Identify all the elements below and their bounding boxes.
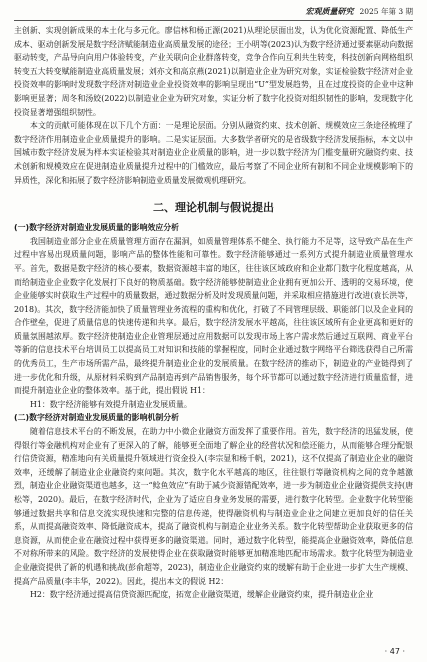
- subsection-title-2: (二)数字经济对制造业发展质量的影响机制分析: [14, 413, 180, 423]
- subsection-title-1: (一)数字经济对制造业发展质量的影响效应分析: [14, 223, 180, 233]
- subsection-body-2: 随着信息技术平台的不断发展，在助力中小微企业融资方面发挥了重要作用。首先，数字经济的迅猛发展，使得银行等金融机构对企业有了更深入的了解，能够更全面地了解企业的经营状况和偿还能力，从而能够合理分配银行信贷资源，精准地向有关质量提升领域进行资金投入(李宗显和杨千帆，2021)，这不仅提高了制造业企业的融资效率，还缓解了制造业企业融资约束问题。其次，数字化水平越高的地区，往往银行等融资机构之间的竞争越激烈，制造业企业融资渠道也越多，这一“鲶鱼效应”有助于减少资源错配效率，进一步为制造业企业融资提供支持(唐松等，2020)。最后，在数字经济时代，企业为了适应自身业务发展的需要，进行数字化转型。企业数字化转型能够通过数据共享和信息交流实现快速和完整的信息传递，使得融资机构与制造业企业之间建立更加良好的信任关系，从而提高融资效率、降低融资成本，提高了融资机构与制造企业业务关系。数字化转型帮助企业获取更多的信息资源，从而使企业在融资过程中获得更多的融资渠道。同时，通过数字化转型，能提高企业融资效率，降低信息不对称所带来的风险。数字经济的发展使得企业在获取融资时能够更加精准地匹配市场需求。数字化转型为制造业企业融资提供了新的机遇和挑战(彭俞超等，2023)，制造业企业融资约束的缓解有助于企业进一步扩大生产规模、提高产品质量(李丰华，2022)。因此，提出本文的假说 H2：: [14, 427, 413, 586]
- page-number: · 47 ·: [384, 647, 405, 656]
- journal-name: 宏观质量研究: [305, 6, 354, 16]
- section-title: 二、理论机制与假说提出: [153, 201, 274, 215]
- intro-paragraph: 主创新、实现创新成果的本土化与多元化。廖信林和杨正源(2021)从理论层面出发，认为优化资源配置、降低生产成本、驱动创新发展是数字经济赋能制造业高质量发展的途径；王小明等(2023)认为数字经济通过要素驱动向数据驱动转变，产品导向向用户体验转变，产业关联向企业群落转变，竞争合作向互利共生转变，科技创新向网格组织转变五大转变赋能制造业高质量发展；刘亦文和高京燕(2021)以制造业企业为研究对象，实证检验数字经济对企业投资效率的影响时发现数字经济对制造业企业投资效率的影响呈现出“U”型发展趋势，且在过度投资的企业中这种影响更显著；周冬和汤姣(2022)以制造业企业为研究对象，实证分析了数字化投资对组织韧性的影响，发现数字化投资显著增强组织韧性。: [14, 26, 413, 117]
- contribution-paragraph: 本文的贡献可能体现在以下几个方面：一是理论层面。分别从融资约束、技术创新、规模效应三条途径梳理了数字经济作用制造业企业质量提升的影响。二是实证层面。大多数学者研究的是省级数字经济发展指标，本文以中国城市数字经济发展为样本实证检验其对制造业企业质量的影响，进一步以数字经济为门槛变量研究融资约束、技术创新和规模效应在促进制造业质量提升过程中的门槛效应，最后考察了不同企业所有制和不同企业规模影响下的异质性，深化和拓展了数字经济影响制造业质量发展微观机理研究。: [14, 121, 413, 185]
- hypothesis-h2: H2：数字经济通过提高信贷资源匹配度，拓宽企业融资渠道，缓解企业融资约束，提升制造业企业: [30, 590, 374, 600]
- hypothesis-h1: H1：数字经济能够有效提升制造业发展质量。: [30, 399, 192, 409]
- running-header: [305, 6, 413, 17]
- article-body: [14, 24, 413, 602]
- issue-label: 2025 年第 3 期: [359, 7, 413, 16]
- header-rule: [14, 20, 413, 21]
- subsection-body-1: 我国制造业部分企业在质量管理方面存在漏洞，如质量管理体系不健全、执行能力不足等，这导致产品在生产过程中容易出现质量问题，影响产品的整体性能和可靠性。数字经济能够通过一系列方式提升制造业质量管理水平。首先，数据是数字经济的核心要素，数据资源越丰富的地区，往往该区域政府和企业都门数字化程度越高，从而给制造业企业数字化发展打下良好的物质基础。数字经济能够使制造业企业拥有更加公开、透明的交易环境，使企业能够实时获取生产过程中的质量数据，通过数据分析及时发现质量问题，并采取相应措施进行改进(袁长洪等，2018)。其次，数字经济能加快了质量管理业务流程的重构和优化，打破了不同管理层级、职能部门以及企业间的合作壁垒，促进了质量信息的快速传递和共享。最后，数字经济发展水平越高，往往该区域所有企业更高和更好的质量氛围越浓厚。数字经济使制造业企业管理层通过应用数据可以发现市场上客户需求然后通过互联网、商业平台等新的信息技术平台培训员工以提高员工对知识和技能的掌握程度，同时企业通过数字网络平台筛选获得自己所需的优秀员工，生产市场所需产品，最终提升制造业企业的发展质量。在数字经济的推动下，制造业的产业链得到了进一步优化和升级，从原材料采购到产品制造再到产品销售服务，每个环节都可以通过数字经济进行质量监督，进而提升制造业企业的整体效率。基于此，提出假说 H1：: [14, 236, 413, 396]
